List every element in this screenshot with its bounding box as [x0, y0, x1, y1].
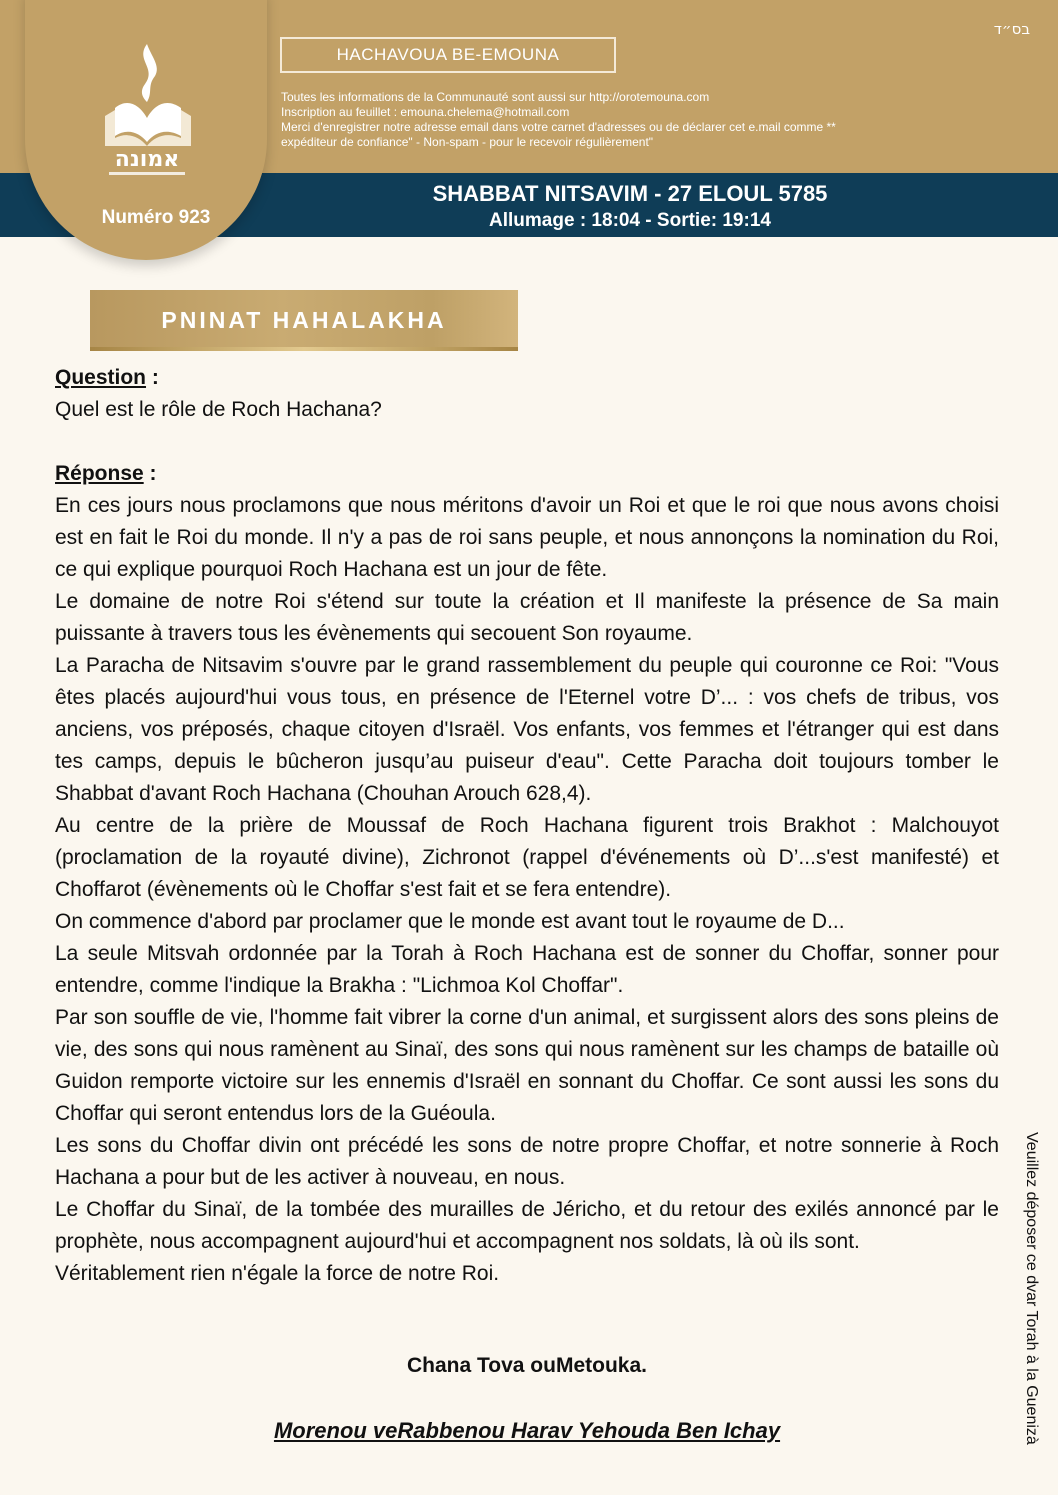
answer-paragraph: En ces jours nous proclamons que nous méritons d'avoir un Roi et que le roi que nous avons choisi est en fait le Roi du monde. Il n'y a pas de roi sans peuple, et nous annonçons la nomination du Roi, ce qui explique pourquoi Roch Hachana est un jour de fête. [55, 494, 999, 581]
question-suffix: : [146, 366, 159, 389]
shabbat-times: Allumage : 18:04 - Sortie: 19:14 [489, 210, 771, 231]
issue-number: Numéro 923 [101, 207, 211, 228]
answer-paragraph: La Paracha de Nitsavim s'ouvre par le grand rassemblement du peuple qui couronne ce Roi: "Vous êtes placés aujourd'hui vous tous, en présence de l'Eternel votre D’... : vos chefs de tribus, vos anciens, vos préposés, chaque citoyen d'Israël. Vos enfants, vos femmes et l'étranger qui est dans tes camps, depuis le bûcheron jusqu’au puiseur d'eau". Cette Paracha doit toujours tomber le Shabbat d'avant Roch Hachana (Chouhan Arouch 628,4). [55, 654, 999, 805]
info-line: Inscription au feuillet : emouna.chelema@hotmail.com [281, 105, 570, 119]
answer-paragraph: Par son souffle de vie, l'homme fait vibrer la corne d'un animal, et surgissent alors des sons pleins de vie, des sons qui nous ramènent au Sinaï, des sons qui nous ramènent sur les champs de bataille où Guidon remporte victoire sur les ennemis d'Israël en sonnant du Choffar. Ce sont aussi les sons du Choffar qui seront entendus lors de la Guéoula. [55, 1006, 999, 1125]
answer-paragraph: Les sons du Choffar divin ont précédé les sons de notre propre Choffar, et notre sonnerie à Roch Hachana a pour but de les activer à nouveau, en nous. [55, 1134, 999, 1189]
guenizah-note: Veuillez déposer ce dvar Torah à la Guenizà [1023, 1132, 1040, 1445]
author-signature: Morenou veRabbenou Harav Yehouda Ben Ichay [273, 1418, 781, 1443]
answer-heading [55, 458, 999, 490]
section-banner: PNINAT HAHALAKHA [90, 290, 518, 351]
newsletter-title: HACHAVOUA BE-EMOUNA [280, 37, 616, 73]
logo-text: אמונה [114, 147, 180, 172]
answer-paragraph: Au centre de la prière de Moussaf de Roch Hachana figurent trois Brakhot : Malchouyot (proclamation de la royauté divine), Zichronot (rappel d'événements où D’...s'est manifesté) et Choffarot (évènements où le Choffar s'est fait et se fera entendre). [55, 814, 999, 901]
answer-paragraph: Véritablement rien n'égale la force de notre Roi. [55, 1262, 500, 1285]
info-line: Merci d'enregistrer notre adresse email dans votre carnet d'adresses ou de déclarer cet e.mail comme ** [281, 120, 836, 134]
answer-suffix: : [143, 462, 157, 485]
answer-paragraph: On commence d'abord par proclamer que le monde est avant tout le royaume de D... [55, 910, 845, 933]
answer-paragraph: Le Choffar du Sinaï, de la tombée des murailles de Jéricho, et du retour des exilés annoncé par le prophète, nous accompagnent aujourd'hui et accompagnent nos soldats, là où ils sont. [55, 1198, 999, 1253]
article-body [55, 362, 999, 1290]
answer-paragraph: La seule Mitsvah ordonnée par la Torah à Roch Hachana est de sonner du Choffar, sonner pour entendre, comme l'indique la Brakha : "Lichmoa Kol Choffar". [55, 942, 999, 997]
answer-paragraph: Le domaine de notre Roi s'étend sur toute la création et Il manifeste la présence de Sa main puissante à travers tous les évènements qui secouent Son royaume. [55, 590, 999, 645]
question-heading [55, 362, 999, 394]
info-line: expéditeur de confiance" - Non-spam - pour le recevoir régulièrement" [281, 135, 654, 149]
info-line: Toutes les informations de la Communauté sont aussi sur http://orotemouna.com [281, 90, 710, 104]
hebrew-mark: בס״ד [993, 20, 1030, 38]
question-text: Quel est le rôle de Roch Hachana? [55, 398, 382, 421]
answer-label: Réponse [55, 462, 144, 485]
emouna-logo [95, 38, 200, 183]
shabbat-title: SHABBAT NITSAVIM - 27 ELOUL 5785 [432, 181, 828, 206]
info-lines [281, 90, 941, 150]
question-label: Question [55, 366, 147, 389]
closing-greeting: Chana Tova ouMetouka. [407, 1354, 647, 1377]
